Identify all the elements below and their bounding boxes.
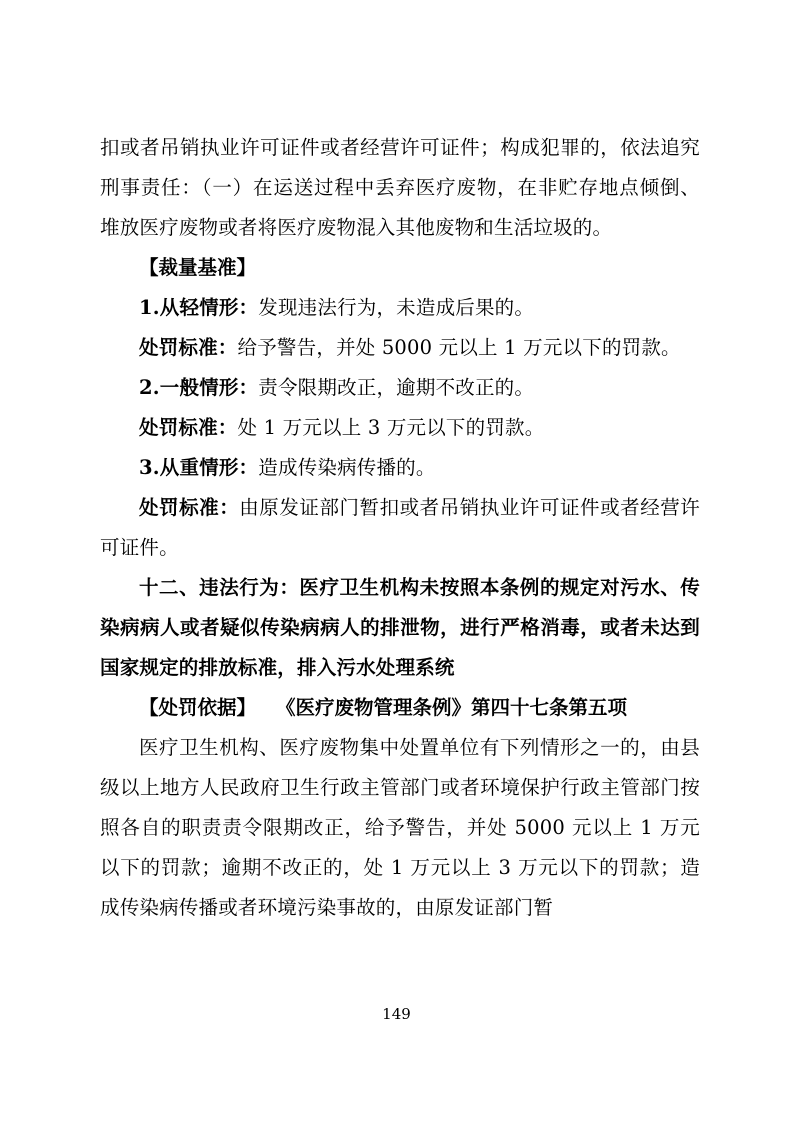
item-text: 医疗卫生机构未按照本条例的规定对污水、传染病病人或者疑似传染病病人的排泄物，进行严格消毒，或者未达到国家规定的排放标准，排入污水处理系统	[100, 576, 700, 679]
item-label: 处罚标准：	[139, 416, 238, 439]
paragraph-continuation: 扣或者吊销执业许可证件或者经营许可证件；构成犯罪的，依法追究刑事责任：（一）在运送过程中丢弃医疗废物，在非贮存地点倾倒、堆放医疗废物或者将医疗废物混入其他废物和生活垃圾的。	[100, 136, 700, 239]
item-label: 1.从轻情形：	[139, 296, 259, 319]
paragraph-regulation-body: 医疗卫生机构、医疗废物集中处置单位有下列情形之一的，由县级以上地方人民政府卫生行政主管部门或者环境保护行政主管部门按照各自的职责责令限期改正，给予警告，并处 5000 元以上 1 万元以下的罚款；逾期不改正的，处 1 万元以上 3 万元以下的罚款；造成传染病传播或者环境污染事故的，由原发证部门暂	[100, 736, 700, 919]
document-body	[100, 128, 700, 928]
item-text: 责令限期改正，逾期不改正的。	[258, 376, 535, 399]
item-text: 发现违法行为，未造成后果的。	[258, 296, 535, 319]
penalty-basis-citation: 《医疗废物管理条例》第四十七条第五项	[276, 696, 628, 719]
item-penalty-standard-3	[100, 488, 700, 568]
item-penalty-standard-2	[100, 408, 700, 448]
item-violation-twelve	[100, 568, 700, 688]
item-label: 处罚标准：	[139, 496, 240, 519]
item-penalty-standard-1	[100, 328, 700, 368]
item-label: 处罚标准：	[139, 336, 238, 359]
heading-penalty-basis	[100, 688, 700, 728]
item-severe-circumstance	[100, 448, 700, 488]
page-number: 149	[382, 1005, 411, 1023]
heading-discretion-standard: 【裁量基准】	[139, 256, 257, 279]
penalty-basis-label: 【处罚依据】	[139, 696, 257, 719]
item-text: 由原发证部门暂扣或者吊销执业许可证件或者经营许可证件。	[100, 496, 700, 559]
item-label: 十二、违法行为：	[139, 576, 300, 599]
item-general-circumstance	[100, 368, 700, 408]
item-label: 3.从重情形：	[139, 456, 259, 479]
item-text: 处 1 万元以上 3 万元以下的罚款。	[237, 416, 545, 439]
item-text: 造成传染病传播的。	[258, 456, 436, 479]
item-label: 2.一般情形：	[139, 376, 259, 399]
item-text: 给予警告，并处 5000 元以上 1 万元以下的罚款。	[237, 336, 681, 359]
item-lenient-circumstance	[100, 288, 700, 328]
